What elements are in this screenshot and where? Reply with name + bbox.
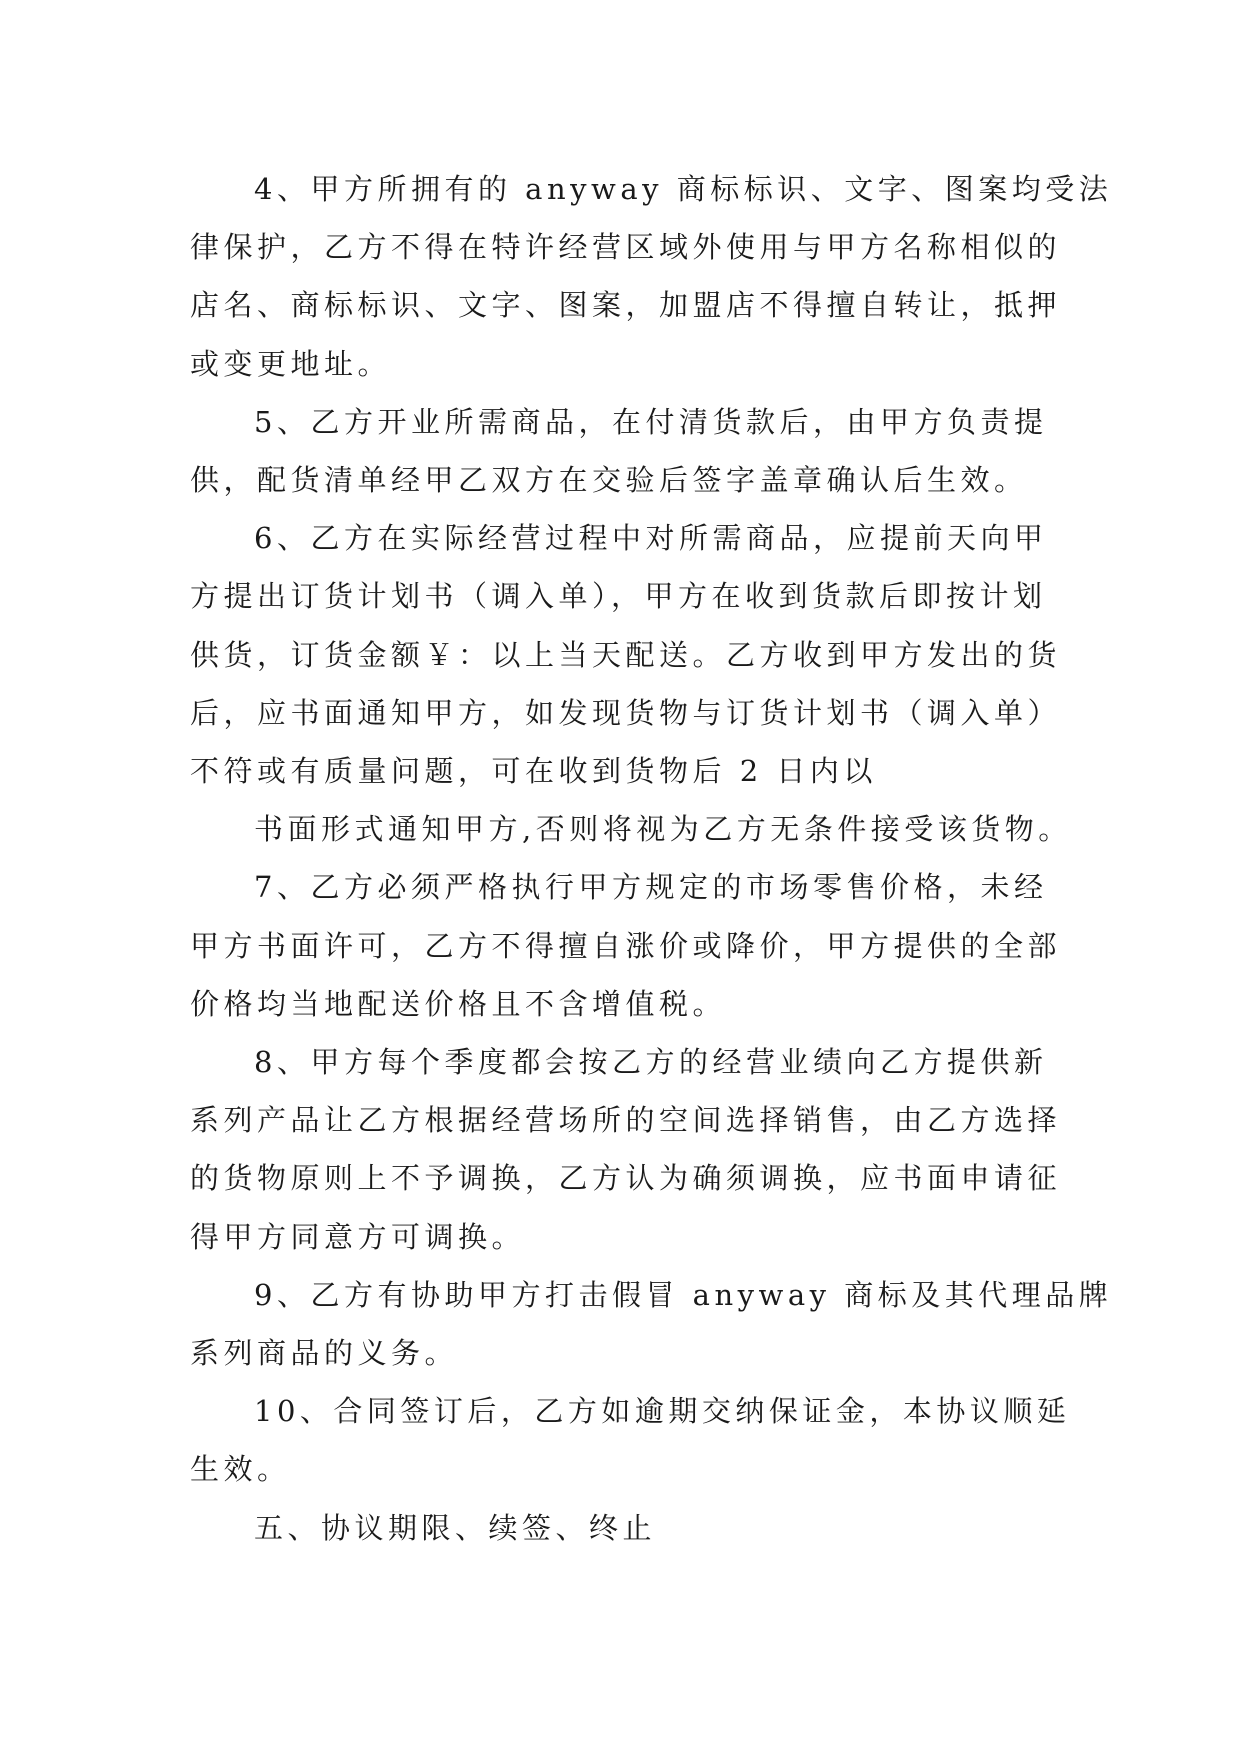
text-line: 8、甲方每个季度都会按乙方的经营业绩向乙方提供新 bbox=[254, 1045, 1048, 1080]
text-line: 6、乙方在实际经营过程中对所需商品，应提前天向甲 bbox=[254, 521, 1048, 556]
text-line: 7、乙方必须严格执行甲方规定的市场零售价格，未经 bbox=[254, 870, 1048, 905]
text-line: 甲方书面许可，乙方不得擅自涨价或降价，甲方提供的全部 bbox=[190, 928, 1062, 963]
text-line: 得甲方同意方可调换。 bbox=[190, 1219, 526, 1254]
text-line: 供货，订货金额￥：以上当天配送。乙方收到甲方发出的货 bbox=[190, 637, 1062, 672]
text-line: 或变更地址。 bbox=[190, 346, 392, 381]
text-line: 生效。 bbox=[190, 1452, 291, 1487]
text-line: 9、乙方有协助甲方打击假冒 anyway 商标及其代理品牌 bbox=[254, 1277, 1113, 1312]
text-line: 律保护，乙方不得在特许经营区域外使用与甲方名称相似的 bbox=[190, 230, 1062, 265]
text-line: 的货物原则上不予调换，乙方认为确须调换，应书面申请征 bbox=[190, 1161, 1062, 1196]
text-line: 五、协议期限、续签、终止 bbox=[254, 1510, 657, 1545]
text-line: 后，应书面通知甲方，如发现货物与订货计划书（调入单） bbox=[190, 695, 1062, 730]
text-line: 系列产品让乙方根据经营场所的空间选择销售，由乙方选择 bbox=[190, 1103, 1062, 1138]
document-body bbox=[190, 160, 1113, 1557]
text-line: 5、乙方开业所需商品，在付清货款后，由甲方负责提 bbox=[254, 404, 1048, 439]
text-line: 不符或有质量问题，可在收到货物后 2 日内以 bbox=[190, 754, 877, 789]
text-line: 4、甲方所拥有的 anyway 商标标识、文字、图案均受法 bbox=[254, 172, 1113, 206]
text-line: 系列商品的义务。 bbox=[190, 1336, 459, 1371]
text-line: 方提出订货计划书（调入单），甲方在收到货款后即按计划 bbox=[190, 579, 1047, 614]
text-line: 10、合同签订后，乙方如逾期交纳保证金，本协议顺延 bbox=[254, 1394, 1071, 1429]
text-line: 价格均当地配送价格且不含增值税。 bbox=[190, 986, 727, 1021]
text-line: 书面形式通知甲方,否则将视为乙方无条件接受该货物。 bbox=[254, 812, 1072, 847]
text-line: 店名、商标标识、文字、图案，加盟店不得擅自转让，抵押 bbox=[190, 288, 1062, 323]
text-line: 供，配货清单经甲乙双方在交验后签字盖章确认后生效。 bbox=[190, 463, 1028, 498]
